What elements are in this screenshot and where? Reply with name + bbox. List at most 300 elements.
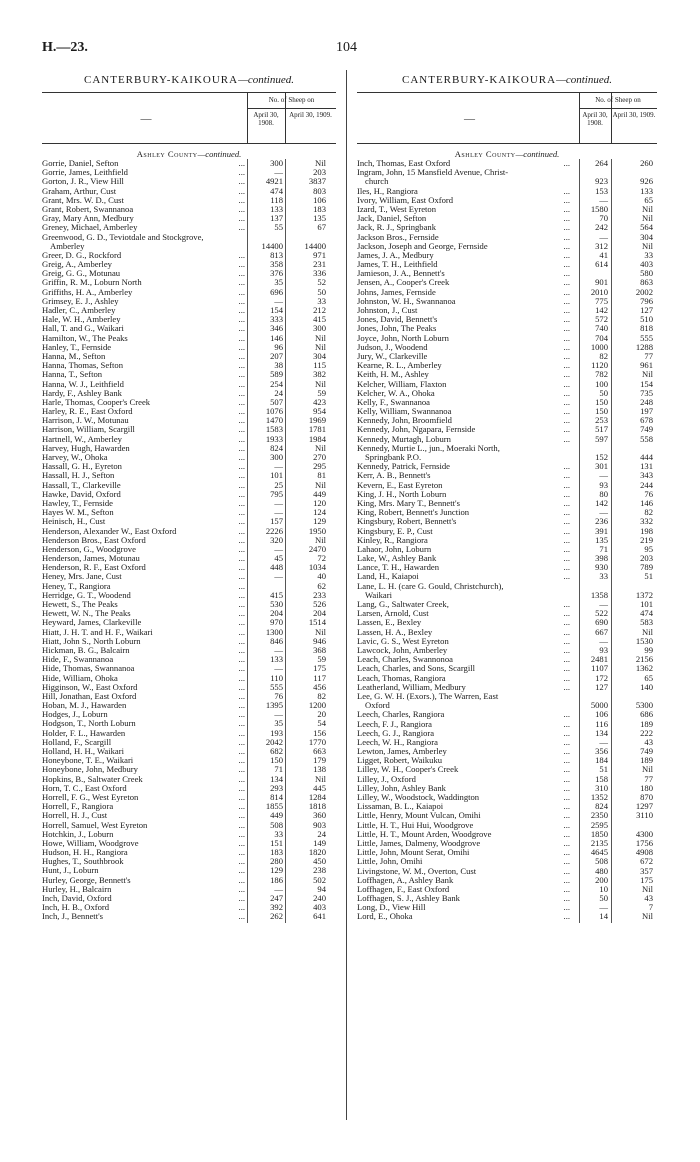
table-row	[357, 857, 657, 866]
sheep-1909-value: 580	[640, 268, 653, 279]
sheep-1908-value: 690	[595, 617, 608, 628]
table-row	[357, 536, 657, 545]
table-row	[357, 876, 657, 885]
table-row	[357, 260, 657, 269]
row-name: Henderson, Alexander W., East Oxford	[42, 526, 177, 536]
sheep-1908-value: —	[274, 709, 283, 720]
table-row	[357, 334, 657, 343]
row-name: Kingsbury, E. P., Cust	[357, 526, 433, 536]
sheep-1908-value: 193	[270, 727, 283, 738]
row-name: Greney, Michael, Amberley	[42, 223, 138, 233]
table-row	[42, 710, 336, 719]
table-row	[42, 223, 336, 232]
row-leader-dots: ...	[238, 764, 245, 775]
row-leader-dots: ...	[563, 415, 570, 426]
sheep-1909-value: 4908	[635, 847, 653, 858]
sheep-1908-value: 33	[599, 571, 608, 582]
row-name: Inch, David, Oxford	[42, 894, 112, 904]
table-row	[357, 720, 657, 729]
row-leader-dots: ...	[563, 727, 570, 738]
table-row	[42, 637, 336, 646]
row-name: Hayes W. M., Sefton	[42, 508, 114, 518]
table-row	[42, 729, 336, 738]
row-leader-dots: ...	[238, 828, 245, 839]
sheep-1908-value: 14	[599, 911, 608, 922]
sheep-1908-value: 158	[595, 773, 608, 784]
table-row	[357, 380, 657, 389]
sheep-1909-value: 4300	[635, 828, 653, 839]
sheep-1908-value: 101	[270, 470, 283, 481]
sheep-1908-value: —	[274, 497, 283, 508]
table-row	[357, 481, 657, 490]
row-name: Hanna, Thomas, Sefton	[42, 361, 123, 371]
row-name: Hawke, David, Oxford	[42, 489, 121, 499]
sheep-1908-value: 293	[270, 782, 283, 793]
sheep-1908-value: 127	[595, 681, 608, 692]
row-name: Judson, J., Woodend	[357, 342, 428, 352]
row-leader-dots: ...	[563, 461, 570, 472]
row-leader-dots: ...	[563, 865, 570, 876]
sheep-1908-value: 264	[595, 158, 608, 168]
table-row	[42, 747, 336, 756]
sheep-1908-value: 82	[599, 350, 608, 361]
row-name: Hassall, G. H., Eyreton	[42, 462, 122, 472]
sheep-1908-value: 100	[595, 378, 608, 389]
right-header-1909: April 30, 1909.	[612, 111, 656, 119]
row-name: Ivory, William, East Oxford	[357, 195, 454, 205]
table-row	[357, 416, 657, 425]
sheep-1909-value: 1372	[635, 589, 653, 600]
row-leader-dots: ...	[563, 718, 570, 729]
table-row	[357, 187, 657, 196]
table-row	[42, 655, 336, 664]
row-name: Henderson Bros., East Oxford	[42, 535, 146, 545]
sheep-1909-value: Nil	[315, 332, 326, 343]
sheep-1908-value: 134	[270, 773, 283, 784]
row-name: Hassall, H. J., Sefton	[42, 471, 115, 481]
row-leader-dots: ...	[238, 488, 245, 499]
sheep-1909-value: 1820	[308, 847, 326, 858]
sheep-1909-value: 1200	[308, 700, 326, 711]
row-name: Hassall, T., Clarkeville	[42, 480, 121, 490]
sheep-1908-value: 312	[595, 240, 608, 251]
row-name: James, J. A., Medbury	[357, 250, 434, 260]
row-name: James, T. H., Leithfield	[357, 260, 438, 270]
row-name: Kennedy, Murtagh, Loburn	[357, 434, 451, 444]
row-leader-dots: ...	[563, 222, 570, 233]
row-leader-dots: ...	[238, 194, 245, 205]
sheep-1908-value: 137	[270, 213, 283, 224]
row-name: Jones, John, The Peaks	[357, 324, 437, 334]
right-column-title: CANTERBURY-KAIKOURA—continued.	[402, 74, 612, 86]
sheep-1908-value: 1583	[265, 424, 283, 435]
row-leader-dots: ...	[238, 479, 245, 490]
row-leader-dots: ...	[563, 883, 570, 894]
row-name: Hide, Thomas, Swannanoa	[42, 664, 135, 674]
row-name: Hurley, George, Bennett's	[42, 875, 131, 885]
row-name: Grant, Mrs. W. D., Cust	[42, 195, 124, 205]
row-name: Lilley, J., Oxford	[357, 774, 416, 784]
sheep-1908-value: 118	[270, 194, 283, 205]
table-row	[42, 554, 336, 563]
sheep-1909-value: 295	[313, 461, 326, 472]
sheep-1908-value: 320	[270, 534, 283, 545]
row-name: Johnston, W. H., Swannanoa	[357, 296, 456, 306]
sheep-1909-value: 131	[640, 461, 653, 472]
row-name: Kelly, F., Swannanoa	[357, 397, 430, 407]
row-name: Harley, R. E., East Oxford	[42, 407, 133, 417]
sheep-1909-value: 3837	[308, 176, 326, 187]
sheep-1908-value: 151	[270, 837, 283, 848]
sheep-1909-value: 803	[313, 185, 326, 196]
table-row	[42, 214, 336, 223]
sheep-1908-value: —	[274, 167, 283, 178]
table-row	[42, 839, 336, 848]
table-row	[357, 517, 657, 526]
row-leader-dots: ...	[238, 369, 245, 380]
table-row	[357, 637, 657, 646]
table-row	[42, 334, 336, 343]
sheep-1908-value: 135	[595, 534, 608, 545]
sheep-1909-value: 304	[313, 350, 326, 361]
row-name: Greig, G. G., Motunau	[42, 269, 121, 279]
sheep-1908-value: —	[274, 644, 283, 655]
page-code: H.—23.	[42, 40, 88, 55]
row-leader-dots: ...	[238, 378, 245, 389]
sheep-1908-value: 398	[595, 553, 608, 564]
sheep-1908-value: —	[599, 470, 608, 481]
sheep-1908-value: 1395	[265, 700, 283, 711]
sheep-1909-value: 270	[313, 452, 326, 463]
sheep-1909-value: 129	[313, 516, 326, 527]
table-row	[357, 425, 657, 434]
row-leader-dots: ...	[238, 470, 245, 481]
table-row	[357, 775, 657, 784]
sheep-1909-value: 1284	[308, 791, 326, 802]
sheep-1909-value: 735	[640, 387, 653, 398]
sheep-1909-value: Nil	[315, 479, 326, 490]
row-name: Horrell, H. J., Cust	[42, 811, 108, 821]
sheep-1909-value: 24	[317, 828, 326, 839]
sheep-1909-value: 94	[317, 883, 326, 894]
row-leader-dots: ...	[238, 259, 245, 270]
sheep-1909-value: 332	[640, 516, 653, 527]
table-row	[42, 683, 336, 692]
row-leader-dots: ...	[563, 902, 570, 913]
row-name: Henderson, G., Woodgrove	[42, 544, 136, 554]
sheep-1909-value: Nil	[315, 341, 326, 352]
table-row	[357, 389, 657, 398]
row-leader-dots: ...	[563, 259, 570, 270]
row-name: Lavic, G. S., West Eyreton	[357, 636, 449, 646]
row-name: Ingram, John, 15 Mansfield Avenue, Christ-	[357, 168, 509, 178]
row-leader-dots: ...	[563, 782, 570, 793]
sheep-1909-value: 583	[640, 617, 653, 628]
row-leader-dots: ...	[238, 507, 245, 518]
table-row	[357, 251, 657, 260]
sheep-1908-value: 71	[274, 764, 283, 775]
sheep-1909-value: 1530	[635, 635, 653, 646]
sheep-1908-value: 172	[595, 672, 608, 683]
row-name: Lahaor, John, Loburn	[357, 544, 432, 554]
row-name: Hudson, H. H., Rangiora	[42, 848, 128, 858]
sheep-1908-value: 150	[270, 755, 283, 766]
left-table-body	[42, 159, 336, 922]
sheep-1909-value: 1818	[308, 801, 326, 812]
table-row	[42, 508, 336, 517]
sheep-1908-value: 183	[270, 847, 283, 858]
sheep-1909-value: 175	[313, 663, 326, 674]
table-row	[42, 315, 336, 324]
sheep-1908-value: 474	[270, 185, 283, 196]
sheep-1909-value: 175	[640, 874, 653, 885]
row-name: Land, H., Kaiapoi	[357, 572, 419, 582]
sheep-1909-value: 686	[640, 709, 653, 720]
table-row	[357, 802, 657, 811]
table-row	[357, 821, 657, 830]
sheep-1909-value: 183	[313, 203, 326, 214]
row-name: Lewton, James, Amberley	[357, 747, 447, 757]
table-row	[42, 765, 336, 774]
row-name: King, Mrs. Mary T., Bennett's	[357, 498, 460, 508]
sheep-1909-value: Nil	[315, 534, 326, 545]
row-leader-dots: ...	[563, 341, 570, 352]
sheep-1908-value: 589	[270, 369, 283, 380]
right-column-rule-2	[611, 159, 612, 923]
row-leader-dots: ...	[563, 497, 570, 508]
table-row	[42, 380, 336, 389]
row-name: Greenwood, G. D., Teviotdale and Stockgrove,	[42, 232, 204, 242]
sheep-1909-value: 423	[313, 396, 326, 407]
row-leader-dots: ...	[563, 773, 570, 784]
sheep-1909-value: 7	[648, 902, 653, 913]
row-name: Heney, T., Rangiora	[42, 581, 111, 591]
table-row	[357, 527, 657, 536]
sheep-1909-value: 1756	[635, 837, 653, 848]
row-leader-dots: ...	[563, 268, 570, 279]
row-name: Hide, William, Ohoka	[42, 673, 118, 683]
row-leader-dots: ...	[563, 801, 570, 812]
row-name: Kearne, R. L., Amberley	[357, 361, 442, 371]
sheep-1909-value: 971	[313, 249, 326, 260]
table-row	[42, 462, 336, 471]
sheep-1908-value: 153	[595, 185, 608, 196]
sheep-1908-value: 448	[270, 562, 283, 573]
sheep-1909-value: 5300	[635, 700, 653, 711]
sheep-1909-value: 3110	[636, 810, 653, 821]
sheep-1909-value: 1950	[308, 525, 326, 536]
sheep-1909-value: 138	[313, 764, 326, 775]
row-name: Loffhagen, S. J., Ashley Bank	[357, 894, 460, 904]
table-row	[357, 830, 657, 839]
row-name: Griffiths, H. A., Amberley	[42, 287, 133, 297]
sheep-1908-value: 247	[270, 893, 283, 904]
table-row	[357, 214, 657, 223]
row-name: Kingsbury, Robert, Bennett's	[357, 517, 457, 527]
row-leader-dots: ...	[563, 433, 570, 444]
sheep-1909-value: 67	[317, 222, 326, 233]
sheep-1908-value: 530	[270, 599, 283, 610]
row-leader-dots: ...	[563, 185, 570, 196]
sheep-1909-value: 33	[317, 295, 326, 306]
row-leader-dots: ...	[238, 415, 245, 426]
row-name: Hale, W. H., Amberley	[42, 315, 121, 325]
table-row	[357, 278, 657, 287]
row-leader-dots: ...	[238, 452, 245, 463]
row-name: Kelly, William, Swannanoa	[357, 407, 452, 417]
table-row	[357, 738, 657, 747]
sheep-1909-value: 127	[640, 305, 653, 316]
table-row	[357, 646, 657, 655]
sheep-1908-value: 154	[270, 305, 283, 316]
sheep-1909-value: 204	[313, 608, 326, 619]
row-leader-dots: ...	[238, 911, 245, 922]
left-header-subrule	[247, 108, 336, 109]
row-name: Hide, F., Swannanoa	[42, 655, 114, 665]
table-row	[42, 885, 336, 894]
row-name: Hadler, C., Amberley	[42, 306, 116, 316]
row-name: Hickman, B. G., Balcairn	[42, 645, 130, 655]
row-name: Grant, Robert, Swannanoa	[42, 204, 134, 214]
row-leader-dots: ...	[238, 874, 245, 885]
row-leader-dots: ...	[563, 709, 570, 720]
sheep-1908-value: 184	[595, 755, 608, 766]
sheep-1909-value: Nil	[315, 378, 326, 389]
sheep-1908-value: 376	[270, 268, 283, 279]
sheep-1909-value: 149	[313, 837, 326, 848]
table-row	[42, 563, 336, 572]
left-header-1908: April 30, 1908.	[253, 111, 279, 127]
table-row	[42, 205, 336, 214]
row-name: Herridge, G. T., Woodend	[42, 590, 131, 600]
table-row	[357, 508, 657, 517]
row-name: Hodgson, T., North Loburn	[42, 719, 136, 729]
row-name: Johns, James, Fernside	[357, 287, 436, 297]
row-leader-dots: ...	[563, 553, 570, 564]
row-leader-dots: ...	[238, 350, 245, 361]
table-row	[42, 903, 336, 912]
row-name: Izard, T., West Eyreton	[357, 204, 437, 214]
sheep-1908-value: 35	[274, 277, 283, 288]
row-name: Jury, W., Clarkeville	[357, 351, 428, 361]
row-name: Hotchkin, J., Loburn	[42, 829, 114, 839]
row-name: Kinley, R., Rangiora	[357, 535, 428, 545]
row-leader-dots: ...	[238, 791, 245, 802]
table-row	[357, 683, 657, 692]
row-name: Leech, Charles, Rangiora	[357, 710, 445, 720]
row-leader-dots: ...	[563, 194, 570, 205]
table-row	[357, 223, 657, 232]
sheep-1908-value: 150	[595, 406, 608, 417]
sheep-1908-value: 310	[595, 782, 608, 793]
row-leader-dots: ...	[238, 718, 245, 729]
sheep-1909-value: 43	[644, 736, 653, 747]
table-row	[42, 674, 336, 683]
row-name: Jackson Bros., Fernside	[357, 232, 439, 242]
row-leader-dots: ...	[563, 736, 570, 747]
row-leader-dots: ...	[238, 626, 245, 637]
sheep-1909-value: 115	[313, 360, 326, 371]
sheep-1909-value: 82	[317, 690, 326, 701]
sheep-1909-value: Nil	[315, 158, 326, 168]
sheep-1909-value: 558	[640, 433, 653, 444]
row-leader-dots: ...	[563, 396, 570, 407]
sheep-1909-value: 133	[640, 185, 653, 196]
sheep-1908-value: —	[599, 902, 608, 913]
row-name: Hartnell, W., Amberley	[42, 434, 122, 444]
row-leader-dots: ...	[563, 534, 570, 545]
sheep-1909-value: 403	[313, 902, 326, 913]
sheep-1909-value: 81	[317, 470, 326, 481]
row-leader-dots: ...	[238, 249, 245, 260]
row-leader-dots: ...	[563, 213, 570, 224]
sheep-1908-value: 2135	[590, 837, 608, 848]
row-name: Kerr, A. B., Bennett's	[357, 471, 431, 481]
table-row	[357, 765, 657, 774]
sheep-1909-value: Nil	[642, 240, 653, 251]
row-leader-dots: ...	[563, 203, 570, 214]
sheep-1908-value: 4645	[590, 847, 608, 858]
sheep-1908-value: 356	[595, 746, 608, 757]
sheep-1909-value: 154	[640, 378, 653, 389]
sheep-1909-value: 304	[640, 231, 653, 242]
right-header-subrule	[579, 108, 657, 109]
sheep-1909-value: 415	[313, 314, 326, 325]
left-table-header	[42, 92, 336, 144]
sheep-1909-value: 52	[317, 277, 326, 288]
sheep-1909-value: 510	[640, 314, 653, 325]
sheep-1908-value: 5000	[590, 700, 608, 711]
sheep-1909-value: Nil	[642, 203, 653, 214]
row-name: Hanna, M., Sefton	[42, 351, 106, 361]
row-leader-dots: ...	[238, 654, 245, 665]
sheep-1908-value: 2350	[590, 810, 608, 821]
row-leader-dots: ...	[238, 773, 245, 784]
sheep-1908-value: 50	[599, 387, 608, 398]
sheep-1909-value: 502	[313, 874, 326, 885]
row-leader-dots: ...	[238, 341, 245, 352]
table-row	[42, 435, 336, 444]
table-row	[357, 315, 657, 324]
table-row	[357, 609, 657, 618]
sheep-1909-value: 1514	[308, 617, 326, 628]
table-row	[357, 205, 657, 214]
sheep-1909-value: Nil	[642, 883, 653, 894]
page-number: 104	[336, 40, 357, 55]
table-row	[357, 867, 657, 876]
sheep-1908-value: 480	[595, 865, 608, 876]
table-row	[357, 912, 657, 921]
sheep-1909-value: 106	[313, 194, 326, 205]
table-row	[357, 159, 657, 168]
sheep-1909-value: 749	[640, 746, 653, 757]
sheep-1908-value: —	[599, 194, 608, 205]
row-name: Hanley, T., Fernside	[42, 342, 112, 352]
sheep-1909-value: 59	[317, 387, 326, 398]
table-row	[357, 582, 657, 600]
table-row	[357, 471, 657, 480]
sheep-1909-value: 198	[640, 525, 653, 536]
row-name: Leach, Charles, and Sons, Scargill	[357, 664, 475, 674]
sheep-1909-value: 180	[640, 782, 653, 793]
sheep-1908-value: 80	[599, 488, 608, 499]
table-row	[357, 288, 657, 297]
row-leader-dots: ...	[563, 305, 570, 316]
sheep-1908-value: 2595	[590, 819, 608, 830]
row-leader-dots: ...	[563, 681, 570, 692]
table-row	[42, 664, 336, 673]
sheep-1908-value: 1855	[265, 801, 283, 812]
